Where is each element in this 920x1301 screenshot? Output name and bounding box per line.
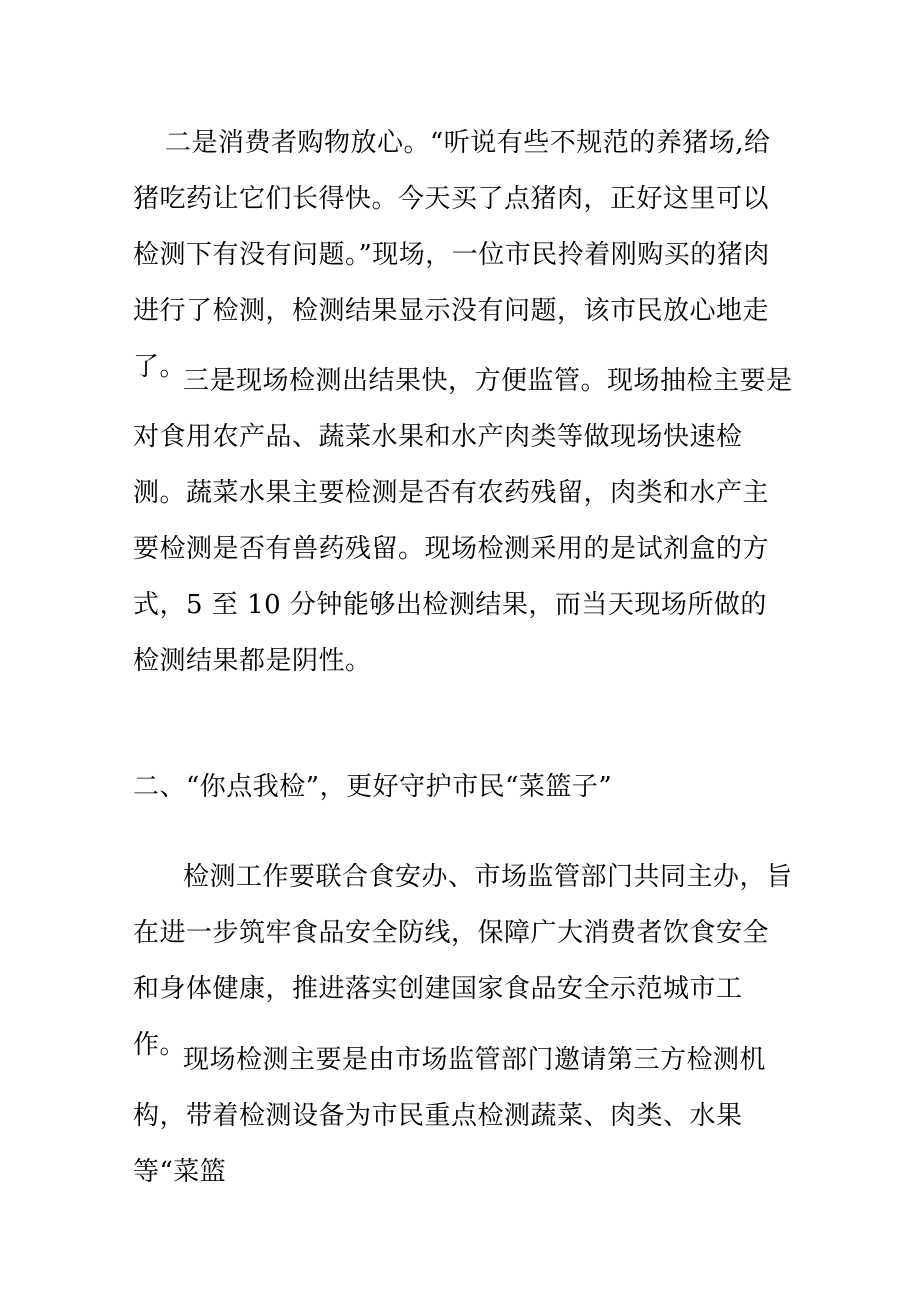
paragraph-joint-organization: 检测工作要联合食安办、市场监管部门共同主办，旨在进一步筑牢食品安全防线，保障广大消费者饮食安全和身体健康，推进落实创建国家食品安全示范城市工作。 [133,862,793,1060]
paragraph-fast-results: 三是现场检测出结果快，方便监管。现场抽检主要是对食用农产品、蔬菜水果和水产肉类等做现场快速检测。蔬菜水果主要检测是否有农药残留，肉类和水产主要检测是否有兽药残留。现场检测采用的是试剂盒的方式，5 至 10 分钟能够出检测结果，而当天现场所做的检测结果都是阴性。 [133,366,793,676]
paragraph-onsite-testing: 现场检测主要是由市场监管部门邀请第三方检测机构，带着检测设备为市民重点检测蔬菜、肉类、水果等“菜篮 [133,1045,767,1187]
section-heading: 二、“你点我检”，更好守护市民“菜篮子” [133,772,613,802]
paragraph-consumer-confidence: 二是消费者购物放心。“听说有些不规范的养猪场,给猪吃药让它们长得快。今天买了点猪肉，正好这里可以检测下有没有问题。”现场，一位市民拎着刚购买的猪肉进行了检测，检测结果显示没有问题，该市民放心地走了。 [133,128,771,382]
